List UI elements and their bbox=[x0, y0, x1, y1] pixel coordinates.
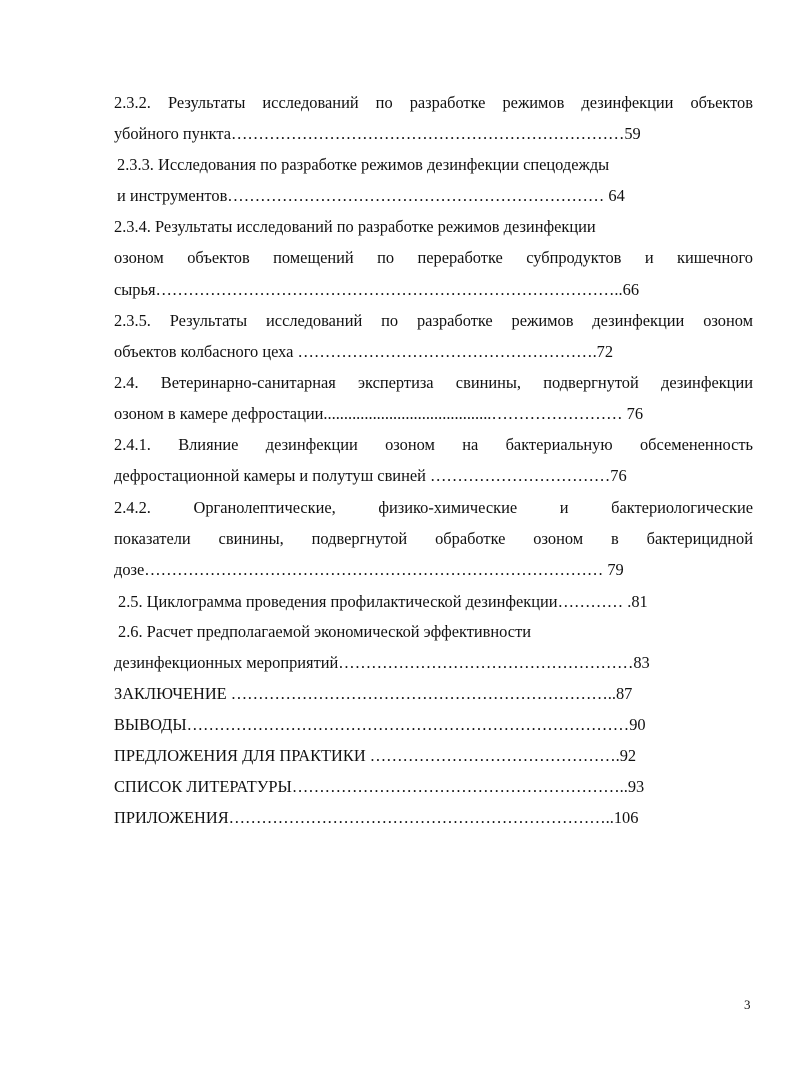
toc-entry-2-3-4-line1: 2.3.4. Результаты исследований по разработке режимов дезинфекции bbox=[114, 217, 596, 236]
toc-proposals: ПРЕДЛОЖЕНИЯ ДЛЯ ПРАКТИКИ ……………………………………….92 bbox=[114, 746, 637, 765]
toc-entry-2-3-2-line1: 2.3.2. Результаты исследований по разработке режимов дезинфекции объектов bbox=[114, 93, 753, 112]
toc-entry-2-3-3-line2: и инструментов…………………………………………………………… 64 bbox=[117, 186, 625, 205]
toc-entry-2-3-5-line2: объектов колбасного цеха ……………………………………………….72 bbox=[114, 342, 614, 361]
toc-entry-2-4-1-line2: дефростационной камеры и полутуш свиней ……………………………76 bbox=[114, 466, 627, 485]
toc-entry-2-4-2-line3: дозе………………………………………………………………………… 79 bbox=[114, 560, 624, 579]
toc-entry-2-6-line2: дезинфекционных мероприятий………………………………………………83 bbox=[114, 653, 650, 672]
toc-entry-2-4-1-line1: 2.4.1. Влияние дезинфекции озоном на бактериальную обсемененность bbox=[114, 435, 753, 454]
toc-entry-2-3-3-line1: 2.3.3. Исследования по разработке режимов дезинфекции спецодежды bbox=[117, 155, 610, 174]
toc-entry-2-3-4-line2: озоном объектов помещений по переработке субпродуктов и кишечного bbox=[114, 248, 753, 267]
toc-entry-2-5: 2.5. Циклограмма проведения профилактической дезинфекции………… .81 bbox=[118, 592, 648, 611]
toc-entry-2-6-line1: 2.6. Расчет предполагаемой экономической эффективности bbox=[118, 622, 531, 641]
toc-references: СПИСОК ЛИТЕРАТУРЫ……………………………………………………..93 bbox=[114, 777, 645, 796]
toc-entry-2-4-line2: озоном в камере дефростации.........................................…………………… 76 bbox=[114, 404, 644, 423]
toc-entry-2-4-2-line1: 2.4.2. Органолептические, физико-химические и бактериологические bbox=[114, 498, 753, 517]
toc-conclusion: ЗАКЛЮЧЕНИЕ ……………………………………………………………..87 bbox=[114, 684, 633, 703]
toc-entry-2-3-4-line3: сырья…………………………………………………………………………..66 bbox=[114, 280, 640, 299]
toc-entry-2-4-line1: 2.4. Ветеринарно-санитарная экспертиза свинины, подвергнутой дезинфекции bbox=[114, 373, 753, 392]
toc-entry-2-3-2-line2: убойного пункта………………………………………………………………59 bbox=[114, 124, 641, 143]
toc-entry-2-4-2-line2: показатели свинины, подвергнутой обработке озоном в бактерицидной bbox=[114, 529, 753, 548]
toc-findings: ВЫВОДЫ………………………………………………………………………90 bbox=[114, 715, 646, 734]
toc-entry-2-3-5-line1: 2.3.5. Результаты исследований по разработке режимов дезинфекции озоном bbox=[114, 311, 753, 330]
toc-appendices: ПРИЛОЖЕНИЯ……………………………………………………………..106 bbox=[114, 808, 639, 827]
page-number: 3 bbox=[744, 997, 751, 1012]
